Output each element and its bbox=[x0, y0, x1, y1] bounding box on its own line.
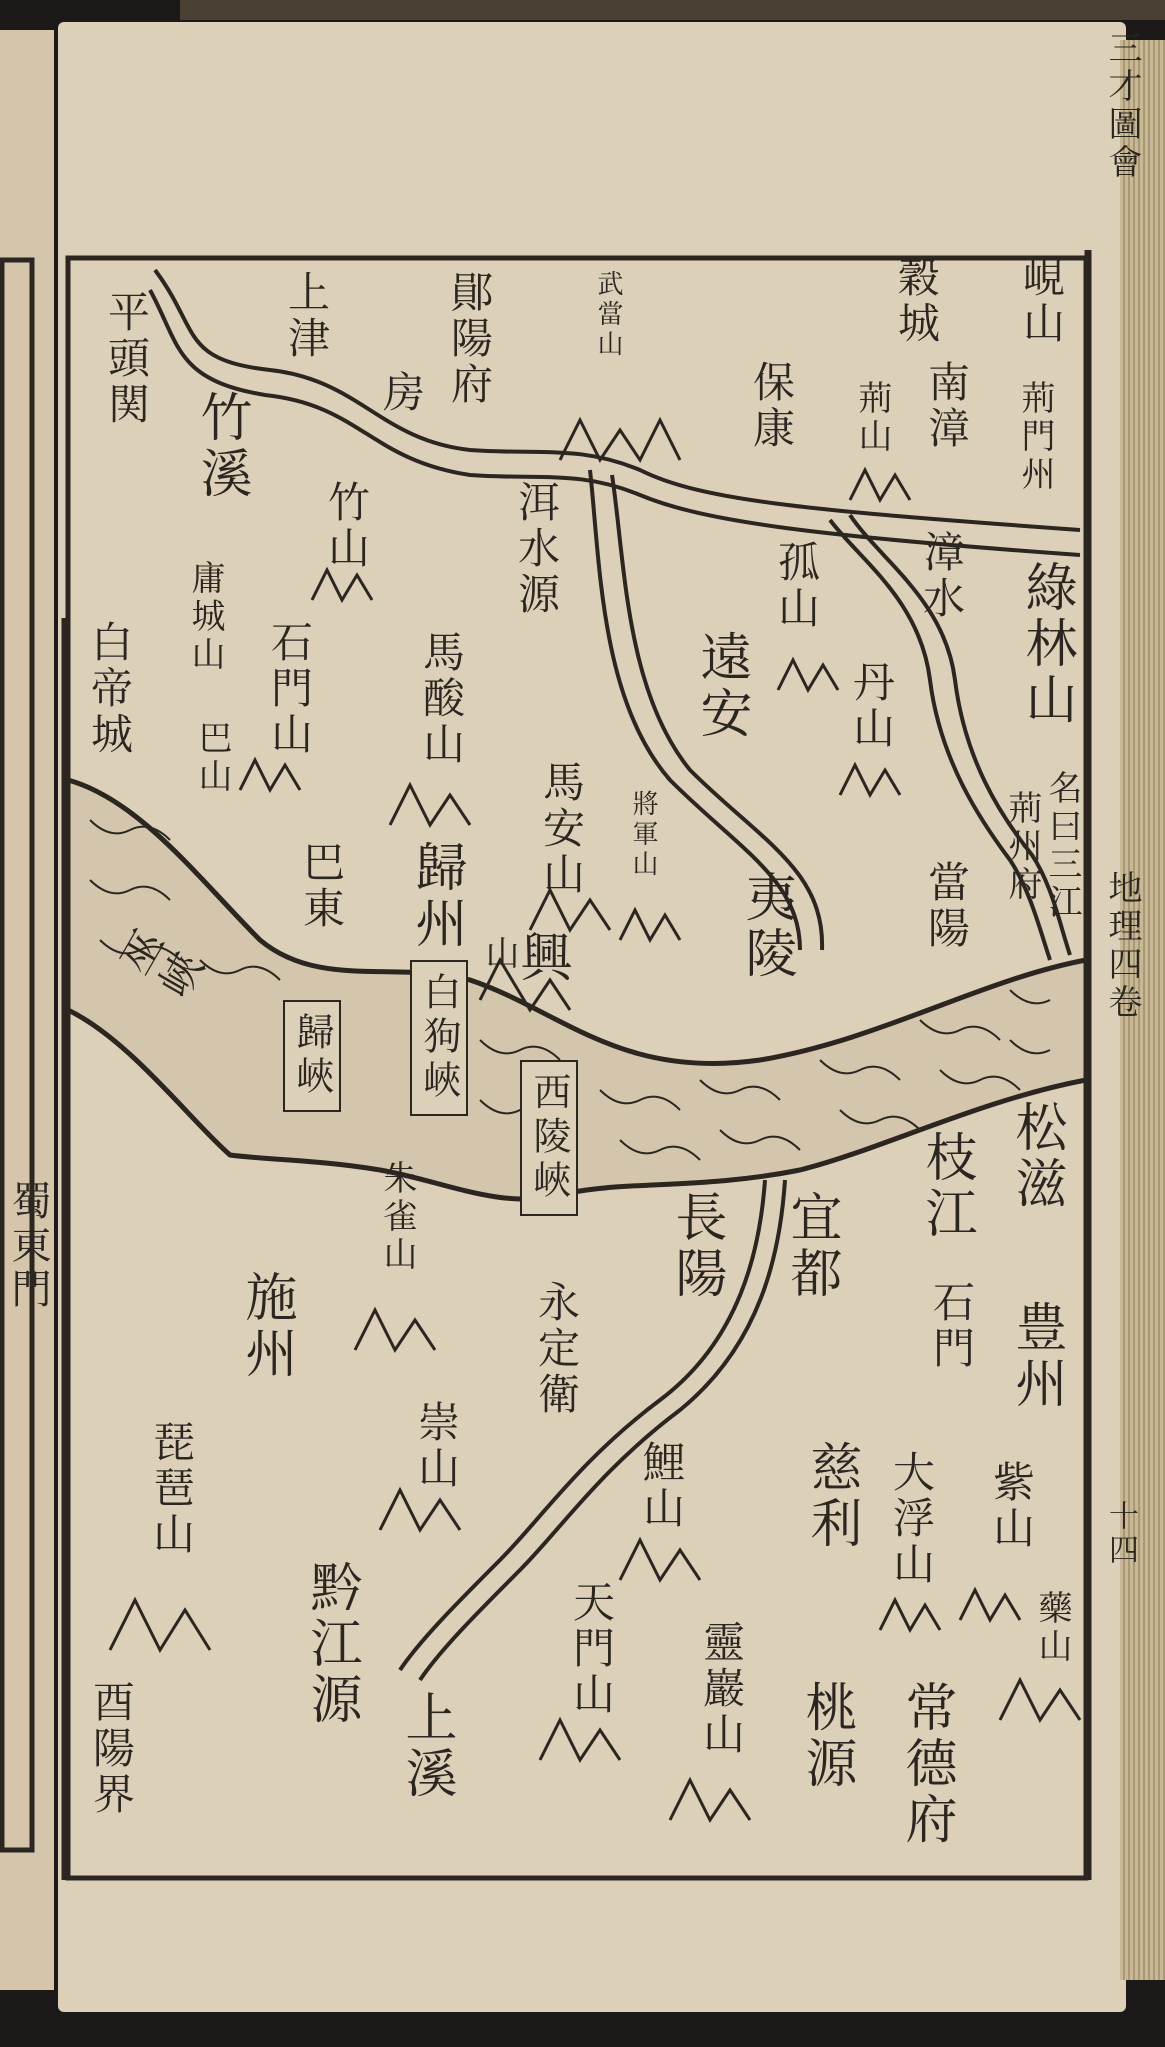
place-label: 穀城 bbox=[892, 255, 941, 347]
place-label: 枝江 bbox=[916, 1130, 976, 1242]
pipa-mountain-icon bbox=[110, 1600, 210, 1650]
place-label: 綠林山 bbox=[1016, 560, 1076, 728]
place-label: 馬酸山 bbox=[417, 630, 466, 768]
place-label: 施州 bbox=[236, 1270, 296, 1382]
place-label: 靈巖山 bbox=[697, 1620, 746, 1758]
place-label: 上溪 bbox=[396, 1690, 456, 1802]
place-label: 琵琶山 bbox=[147, 1420, 196, 1558]
gushan-mountain-icon bbox=[778, 660, 838, 690]
place-label: 馬安山 bbox=[537, 760, 586, 898]
place-label: 荊門州 bbox=[1015, 380, 1055, 494]
place-label: 孤山 bbox=[772, 540, 821, 632]
place-label: 荊州府 bbox=[1002, 790, 1042, 904]
place-label: 房 bbox=[377, 370, 426, 416]
jingshan-mountain-icon bbox=[850, 470, 910, 500]
place-label: 峴山 bbox=[1017, 255, 1066, 347]
zi-mountain-icon bbox=[960, 1590, 1020, 1620]
danshan-mountain-icon bbox=[840, 765, 900, 795]
place-label: 丹山 bbox=[847, 660, 896, 752]
place-label: 將軍山 bbox=[628, 790, 658, 880]
yao-mountain-icon bbox=[1000, 1680, 1080, 1720]
place-label: 鯉山 bbox=[637, 1440, 686, 1532]
chong-mountain-icon bbox=[380, 1490, 460, 1530]
place-label: 宜都 bbox=[781, 1190, 841, 1302]
place-label: 保康 bbox=[747, 360, 796, 452]
place-label: 竹山 bbox=[322, 480, 371, 572]
place-label: 石門 bbox=[927, 1280, 976, 1372]
place-label: 慈利 bbox=[801, 1440, 861, 1552]
place-label: 鄖陽府 bbox=[445, 270, 494, 408]
zhuque-mountain-icon bbox=[355, 1310, 435, 1350]
place-label: 大浮山 bbox=[887, 1450, 936, 1588]
gorge-label: 歸峽 bbox=[283, 1000, 341, 1112]
place-label: 夷陵 bbox=[736, 870, 796, 982]
place-label: 酉陽界 bbox=[87, 1680, 136, 1818]
place-label: 崇山 bbox=[412, 1400, 461, 1492]
right-section-text: 地理四卷 bbox=[1102, 870, 1142, 1022]
place-label: 洱水源 bbox=[512, 480, 561, 618]
place-label: 豊州 bbox=[1006, 1300, 1066, 1412]
place-label: 竹溪 bbox=[191, 390, 251, 502]
li-mountain-icon bbox=[620, 1540, 700, 1580]
place-label: 黔江源 bbox=[301, 1560, 361, 1728]
place-label: 巴東 bbox=[297, 840, 346, 932]
lingyan-mountain-icon bbox=[670, 1780, 750, 1820]
right-page-marker: 十四 bbox=[1103, 1500, 1138, 1568]
place-label: 平頭関 bbox=[102, 290, 151, 428]
right-header-text: 三才圖會 bbox=[1102, 30, 1142, 182]
left-page-frame bbox=[2, 260, 32, 1850]
zhushan-mountain-icon bbox=[312, 570, 372, 600]
place-label: 巴山 bbox=[192, 720, 232, 796]
place-label: 漳水 bbox=[917, 530, 966, 622]
place-label: 庸城山 bbox=[185, 560, 225, 674]
place-label: 石門山 bbox=[265, 620, 314, 758]
place-label: 松滋 bbox=[1006, 1100, 1066, 1212]
place-label: 上津 bbox=[282, 270, 331, 362]
place-label: 荊山 bbox=[852, 380, 892, 456]
place-label: 山 bbox=[479, 935, 519, 973]
shimen-mountain-icon bbox=[240, 760, 300, 790]
place-label: 永定衛 bbox=[532, 1280, 581, 1418]
gorge-label: 白狗峽 bbox=[410, 960, 468, 1116]
place-label: 桃源 bbox=[796, 1680, 856, 1792]
tianmen-mountain-icon bbox=[540, 1720, 620, 1760]
place-label: 紫山 bbox=[987, 1460, 1036, 1552]
place-label: 名曰三江 bbox=[1042, 770, 1082, 922]
place-label: 常德府 bbox=[896, 1680, 956, 1848]
place-label: 朱雀山 bbox=[377, 1160, 417, 1274]
gorge-label: 西陵峽 bbox=[520, 1060, 578, 1216]
place-label: 白帝城 bbox=[85, 620, 134, 758]
place-label: 南漳 bbox=[922, 360, 971, 452]
place-label: 長陽 bbox=[666, 1190, 726, 1302]
place-label: 興 bbox=[511, 930, 571, 986]
left-page-text: 蜀東門 bbox=[5, 1180, 51, 1312]
place-label: 藥山 bbox=[1032, 1590, 1072, 1666]
dafu-mountain-icon bbox=[880, 1600, 940, 1630]
masuan-mountain-icon bbox=[390, 785, 470, 825]
place-label: 當陽 bbox=[922, 860, 971, 952]
place-label: 巫峽 bbox=[109, 921, 214, 1010]
place-label: 歸州 bbox=[406, 840, 466, 952]
place-label: 遠安 bbox=[691, 630, 751, 742]
place-label: 武當山 bbox=[593, 270, 623, 360]
place-label: 天門山 bbox=[567, 1580, 616, 1718]
jiangjun-mountain-icon bbox=[620, 910, 680, 940]
